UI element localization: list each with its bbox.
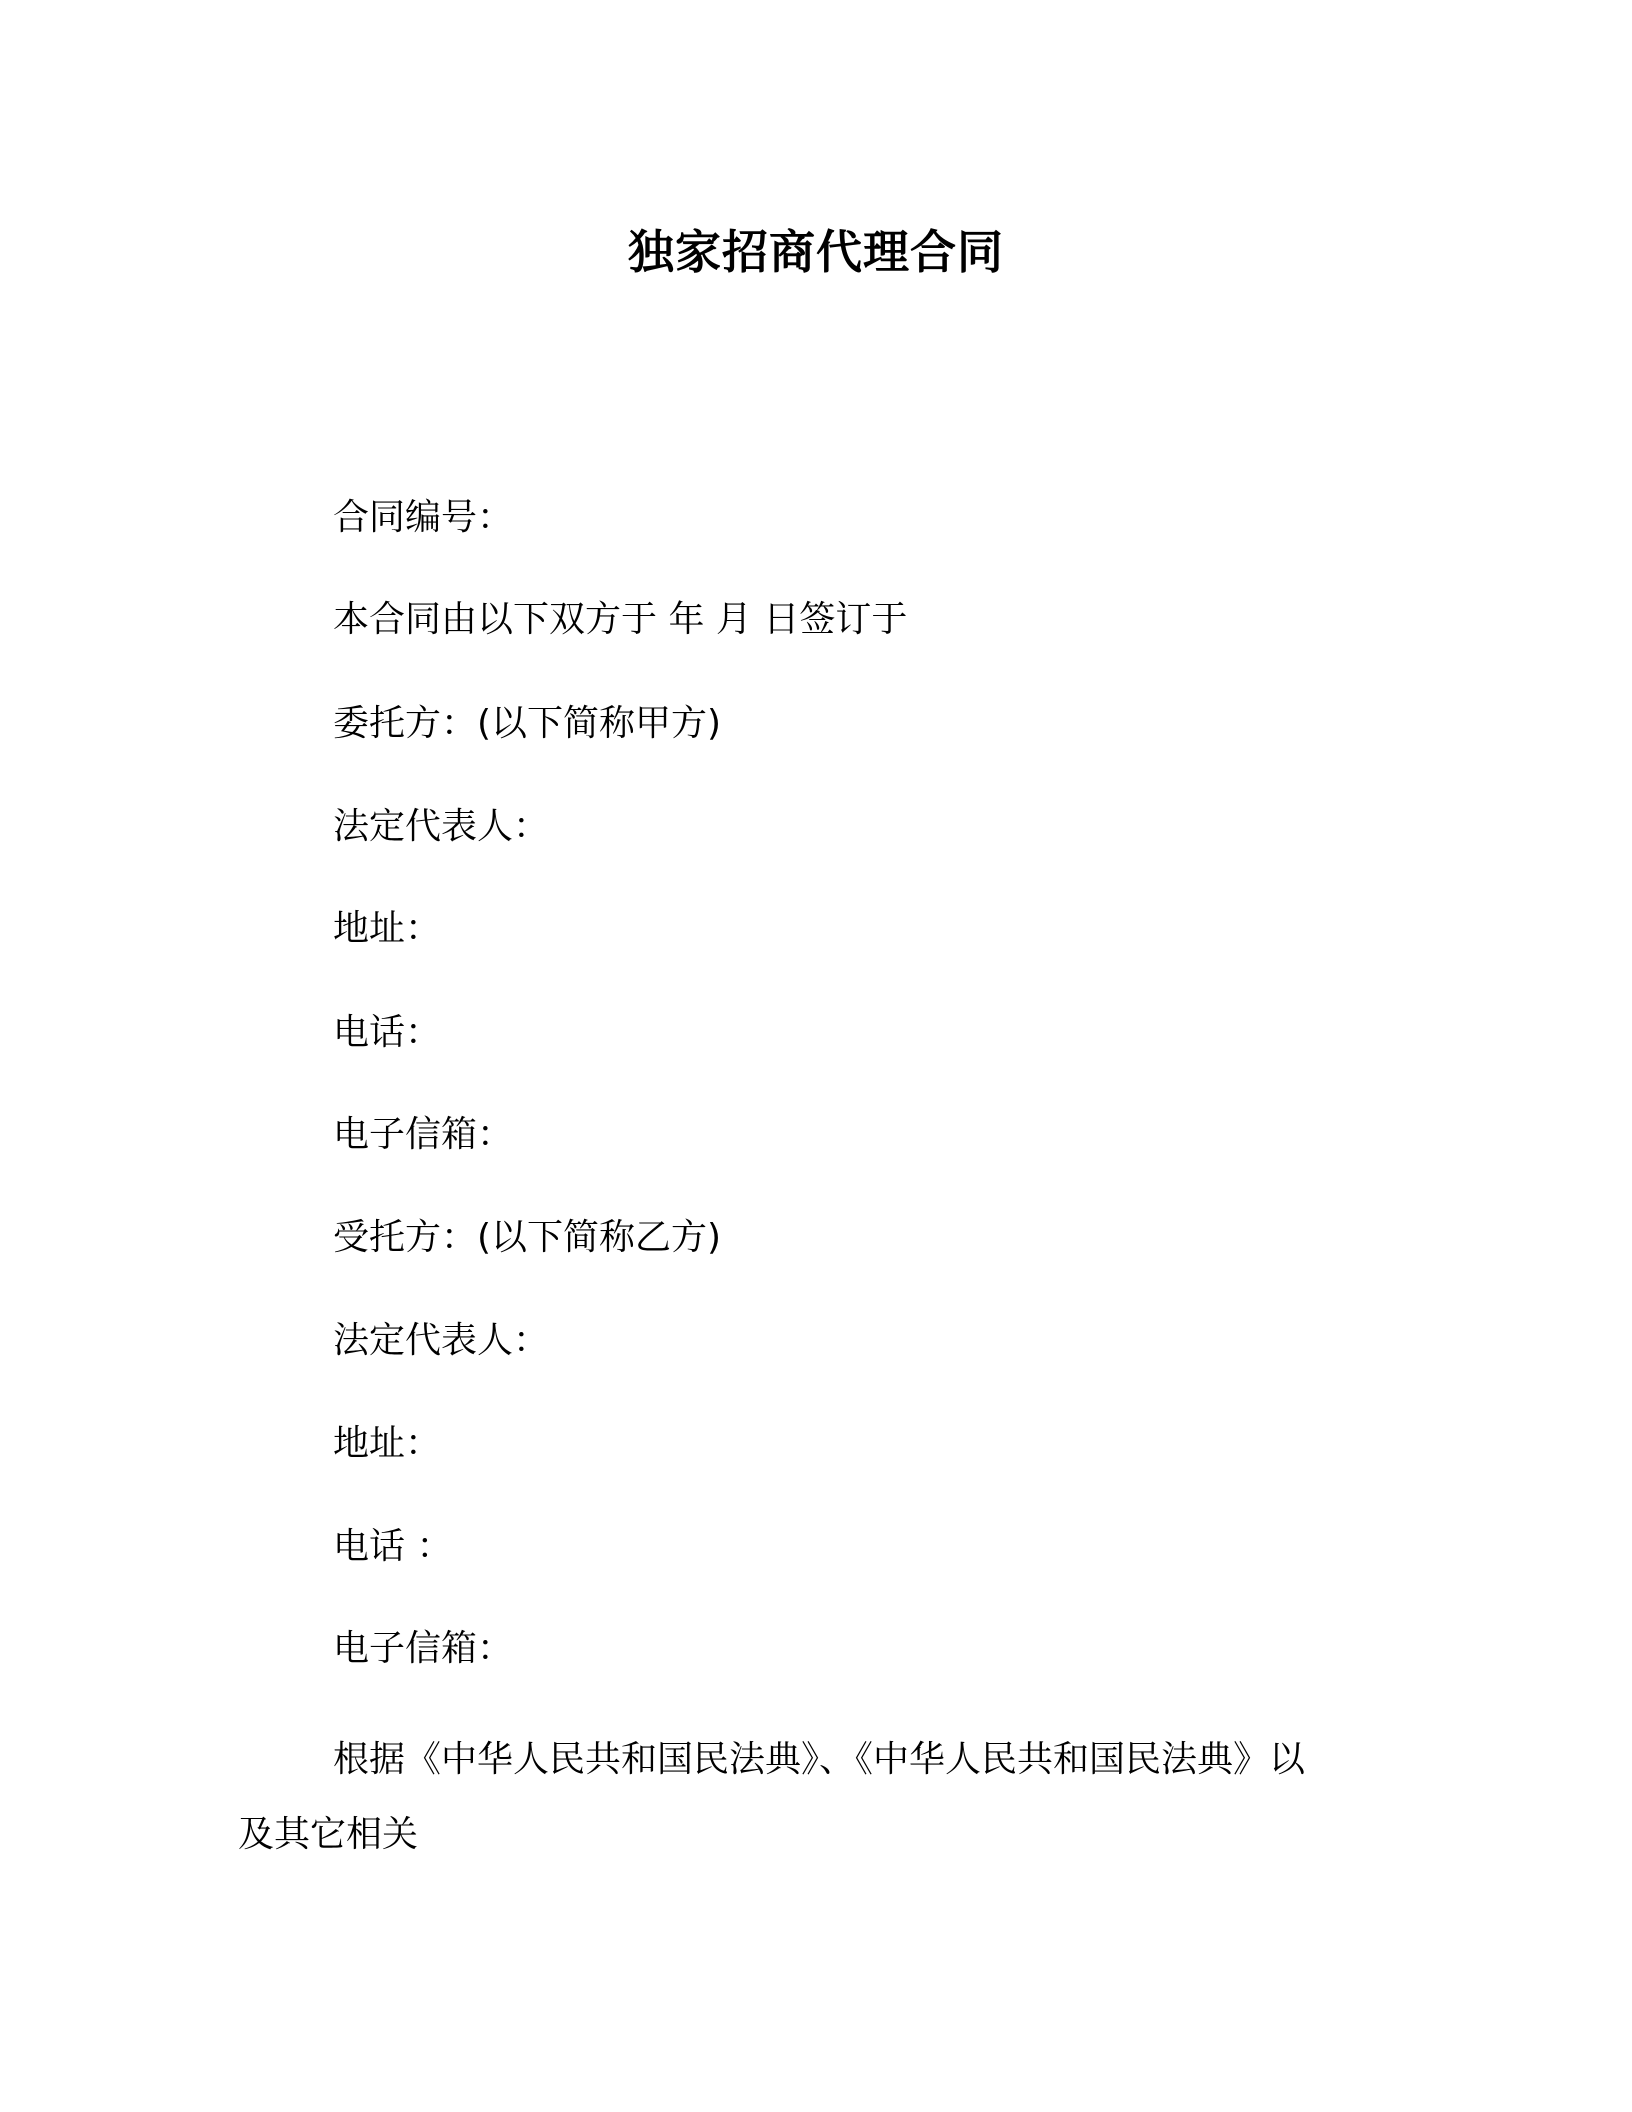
party-b-label: 受托方：(以下简称乙方): [333, 1217, 722, 1258]
contract-number-label: 合同编号：: [333, 497, 514, 538]
party-a-email-label: 电子信箱：: [333, 1114, 514, 1155]
party-b-email-label: 电子信箱：: [333, 1628, 514, 1669]
legal-basis-paragraph-line-2: 及其它相关: [238, 1814, 419, 1855]
party-a-address-label: 地址：: [333, 908, 442, 949]
party-a-representative-label: 法定代表人：: [333, 806, 550, 847]
signing-date-line: 本合同由以下双方于 年 月 日签订于: [333, 599, 908, 640]
party-a-label: 委托方：(以下简称甲方): [333, 703, 722, 744]
document-title: 独家招商代理合同: [628, 225, 1004, 279]
party-b-phone-label: 电话 ：: [333, 1526, 453, 1567]
legal-basis-paragraph-line-1: 根据《中华人民共和国民法典》、《中华人民共和国民法典》以: [333, 1739, 1306, 1780]
party-b-representative-label: 法定代表人：: [333, 1320, 550, 1361]
party-a-phone-label: 电话：: [333, 1012, 442, 1053]
party-b-address-label: 地址：: [333, 1423, 442, 1464]
